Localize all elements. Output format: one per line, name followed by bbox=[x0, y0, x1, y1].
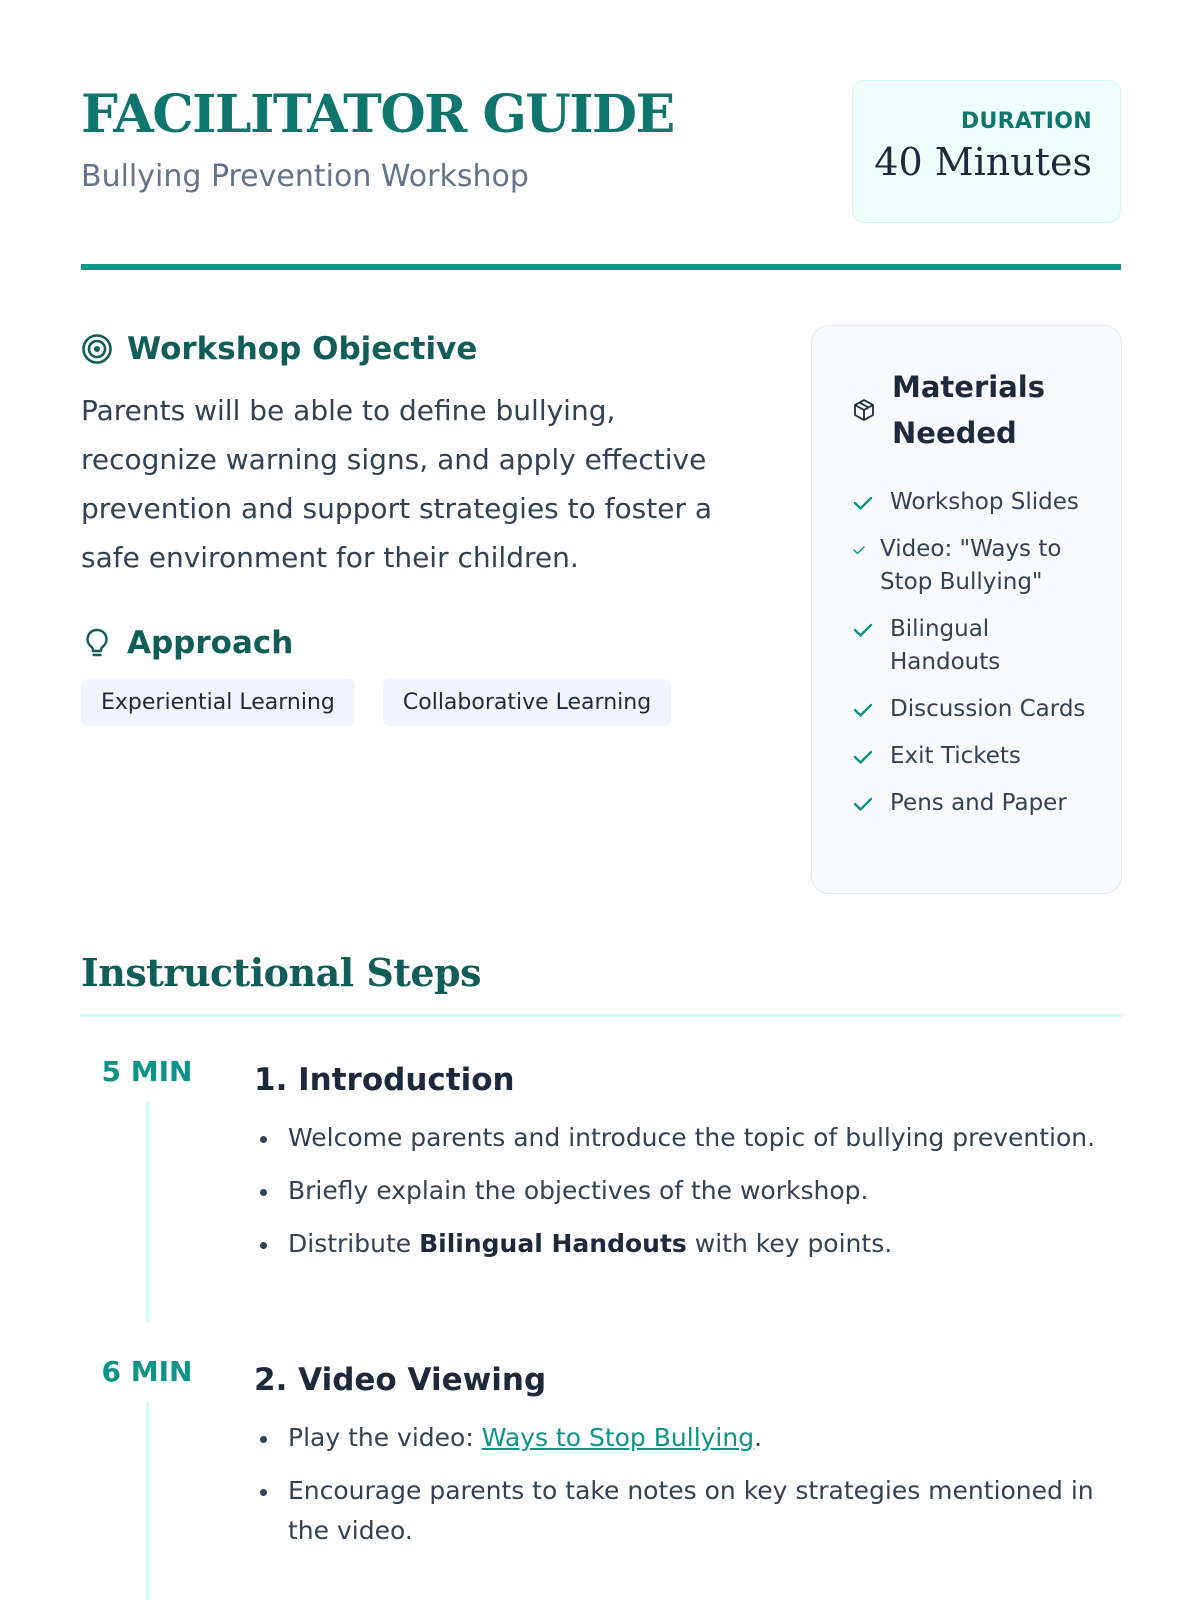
step-title: 2. Video Viewing bbox=[254, 1362, 547, 1398]
target-icon bbox=[81, 333, 113, 365]
materials-item-label: Bilingual Handouts bbox=[890, 616, 1001, 675]
objective-title: Workshop Objective bbox=[127, 331, 478, 367]
materials-item-label: Pens and Paper bbox=[890, 790, 1067, 816]
check-icon bbox=[852, 693, 876, 726]
lightbulb-icon bbox=[81, 627, 113, 659]
materials-item-label: Video: "Ways to Stop Bullying" bbox=[880, 536, 1062, 595]
step-bullets bbox=[254, 1418, 1114, 1564]
steps-divider bbox=[81, 1014, 1122, 1017]
approach-tag: Collaborative Learning bbox=[383, 679, 671, 726]
objective-heading bbox=[81, 331, 477, 367]
step-bullet: Welcome parents and introduce the topic of bullying prevention. bbox=[254, 1118, 1114, 1158]
materials-list bbox=[852, 486, 1102, 834]
check-icon bbox=[852, 533, 866, 566]
materials-item bbox=[852, 533, 1102, 599]
duration-value: 40 Minutes bbox=[874, 140, 1092, 184]
step-title: 1. Introduction bbox=[254, 1062, 515, 1098]
materials-heading bbox=[852, 364, 1052, 456]
page-title: FACILITATOR GUIDE bbox=[81, 84, 674, 145]
check-icon bbox=[852, 613, 876, 646]
objective-text: Parents will be able to define bullying, recognize warning signs, and apply effective prevention and support strategies to foster a safe environment for their children. bbox=[81, 394, 713, 574]
step-timeline bbox=[146, 1102, 149, 1322]
step-bullets bbox=[254, 1118, 1114, 1277]
approach-tag: Experiential Learning bbox=[81, 679, 355, 726]
approach-title: Approach bbox=[127, 625, 294, 661]
materials-item-label: Exit Tickets bbox=[890, 743, 1021, 769]
page-subtitle: Bullying Prevention Workshop bbox=[81, 159, 529, 194]
materials-card bbox=[811, 325, 1122, 894]
materials-item bbox=[852, 693, 1102, 726]
step-duration: 6 MIN bbox=[101, 1355, 193, 1388]
approach-tags bbox=[81, 679, 671, 726]
duration-label: DURATION bbox=[960, 109, 1092, 134]
package-icon bbox=[852, 398, 876, 422]
materials-title: Materials Needed bbox=[892, 370, 1045, 450]
materials-item-label: Discussion Cards bbox=[890, 696, 1086, 722]
materials-item bbox=[852, 740, 1102, 773]
materials-item bbox=[852, 486, 1102, 519]
materials-item bbox=[852, 787, 1102, 820]
step-bullet: Distribute Bilingual Handouts with key points. bbox=[254, 1224, 1114, 1264]
bold-emphasis: Bilingual Handouts bbox=[419, 1229, 687, 1258]
step-bullet: Briefly explain the objectives of the workshop. bbox=[254, 1171, 1114, 1211]
video-link[interactable]: Ways to Stop Bullying bbox=[481, 1423, 755, 1452]
page-header bbox=[81, 80, 1121, 270]
approach-heading bbox=[81, 625, 293, 661]
step-duration: 5 MIN bbox=[101, 1055, 193, 1088]
check-icon bbox=[852, 787, 876, 820]
check-icon bbox=[852, 486, 876, 519]
check-icon bbox=[852, 740, 876, 773]
steps-heading: Instructional Steps bbox=[81, 950, 482, 995]
materials-item bbox=[852, 613, 1102, 679]
header-divider bbox=[81, 264, 1121, 270]
step-bullet: Encourage parents to take notes on key strategies mentioned in the video. bbox=[254, 1471, 1114, 1551]
duration-card bbox=[852, 80, 1121, 223]
step-timeline bbox=[146, 1402, 149, 1600]
materials-item-label: Workshop Slides bbox=[890, 489, 1079, 515]
step-bullet: Play the video: Ways to Stop Bullying. bbox=[254, 1418, 1114, 1458]
